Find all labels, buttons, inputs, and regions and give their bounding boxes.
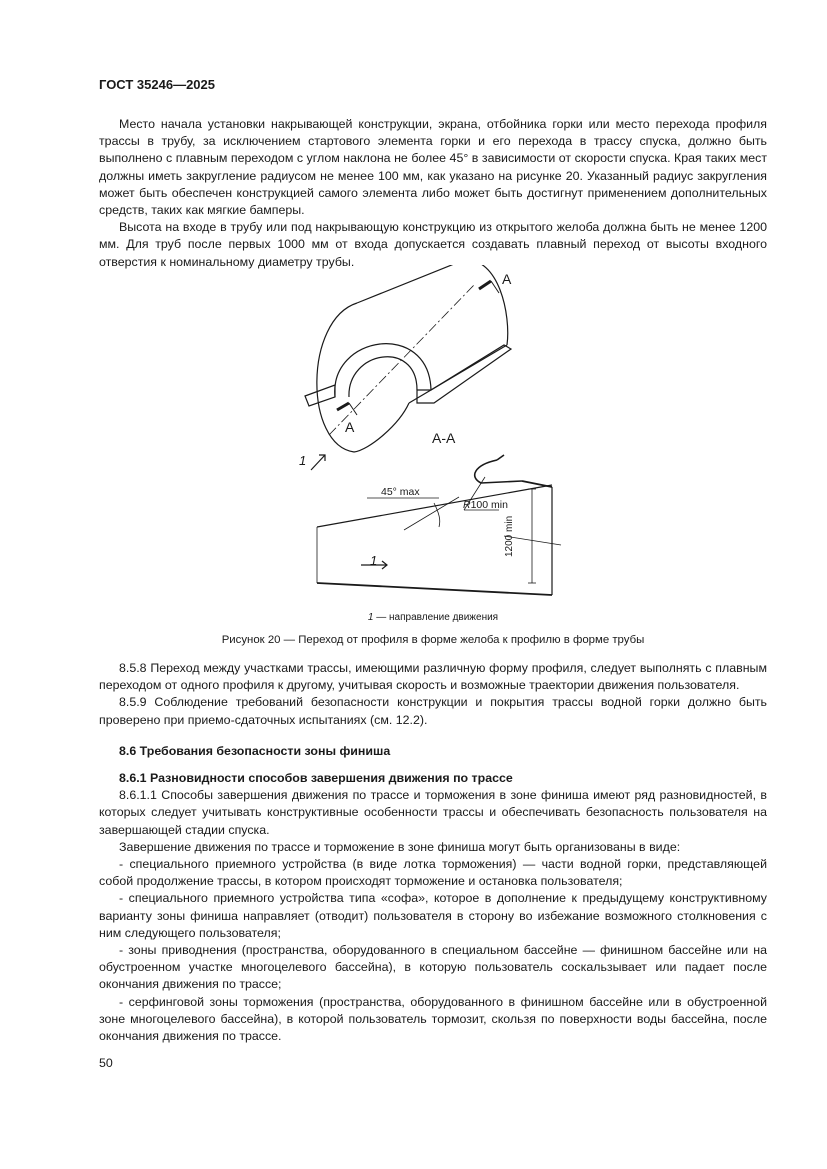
paragraph: Высота на входе в трубу или под накрывающую конструкцию из открытого желоба должна быть не менее 1200 мм. Для труб после первых 1000 мм от входа допускается создавать плавный переход от высоты входного отверстия к номинальному диаметру трубы.: [99, 220, 767, 269]
section-view-label: A-A: [432, 430, 456, 446]
angle-label: 45° max: [381, 486, 420, 498]
figure-20: [99, 265, 767, 655]
body-text: [99, 660, 767, 1045]
position-label-bottom: 1: [370, 553, 378, 568]
height-label: 1200 min: [504, 515, 515, 557]
section-heading: 8.6 Требования безопасности зоны финиша: [119, 743, 391, 758]
section-mark-bottom: A: [345, 419, 355, 435]
list-item: - специального приемного устройства (в виде лотка торможения) — части водной горки, представляющей собой продолжение трассы, в котором происходят торможение и остановка пользователя;: [99, 857, 767, 889]
paragraph: Место начала установки накрывающей конструкции, экрана, отбойника горки или место перехода профиля трассы в трубу, за исключением стартового элемента горки и его перехода в трассу спуска, должно быть выполнено с плавным переходом с углом наклона не более 45° в зависимости от скорости спуска. Края таких мест должны иметь закругление радиусом не менее 100 мм, как указано на рисунке 20. Указанный радиус закругления может быть обеспечен конструкцией самого элемента либо может быть достигнут применением дополнительных средств, таких как мягкие бамперы.: [99, 117, 767, 218]
document-header: ГОСТ 35246—2025: [99, 77, 215, 92]
list-item: - зоны приводнения (пространства, оборудованного в специальном бассейне — финишном бассейне или на обустроенном участке многоцелевого бассейна), в которую пользователь соскальзывает или падает после окончания движения по трассе;: [99, 943, 767, 992]
figure-legend: 1 — направление движения: [367, 612, 499, 623]
section-mark-top: A: [502, 271, 512, 287]
intro-text: [99, 116, 767, 271]
paragraph: 8.5.9 Соблюдение требований безопасности конструкции и покрытия трассы водной горки должно быть проверено при приемо-сдаточных испытаниях (см. 12.2).: [99, 695, 767, 727]
paragraph: Завершение движения по трассе и торможение в зоне финиша могут быть организованы в виде:: [119, 839, 681, 854]
figure-drawing: [99, 265, 767, 610]
list-item: - специального приемного устройства типа «софа», которое в дополнение к предыдущему конструктивному варианту зоны финиша направляет (отводит) пользователя в сторону во избежание возможного столкновения с ним следующего пользователя;: [99, 891, 767, 940]
page-number: 50: [99, 1056, 113, 1070]
radius-label: R100 min: [463, 499, 508, 511]
position-label-top: 1: [299, 453, 307, 468]
paragraph: 8.6.1.1 Способы завершения движения по трассе и торможения в зоне финиша имеют ряд разновидностей, в которых следует учитывать конструктивные особенности трассы и обеспечивать безопасность пользователя на завершающей стадии спуска.: [99, 788, 767, 837]
list-item: - серфинговой зоны торможения (пространства, оборудованного в финишном бассейне или в обустроенной зоне многоцелевого бассейна), в которой пользователь тормозит, скользя по поверхности воды бассейна, после окончания движения по трассе.: [99, 994, 767, 1044]
paragraph: 8.5.8 Переход между участками трассы, имеющими различную форму профиля, следует выполнять с плавным переходом от одного профиля к другому, учитывая скорость и возможные траектории движения пользователя.: [99, 661, 767, 693]
figure-caption: Рисунок 20 — Переход от профиля в форме желоба к профилю в форме трубы: [221, 634, 645, 646]
subsection-heading: 8.6.1 Разновидности способов завершения движения по трассе: [119, 771, 513, 786]
